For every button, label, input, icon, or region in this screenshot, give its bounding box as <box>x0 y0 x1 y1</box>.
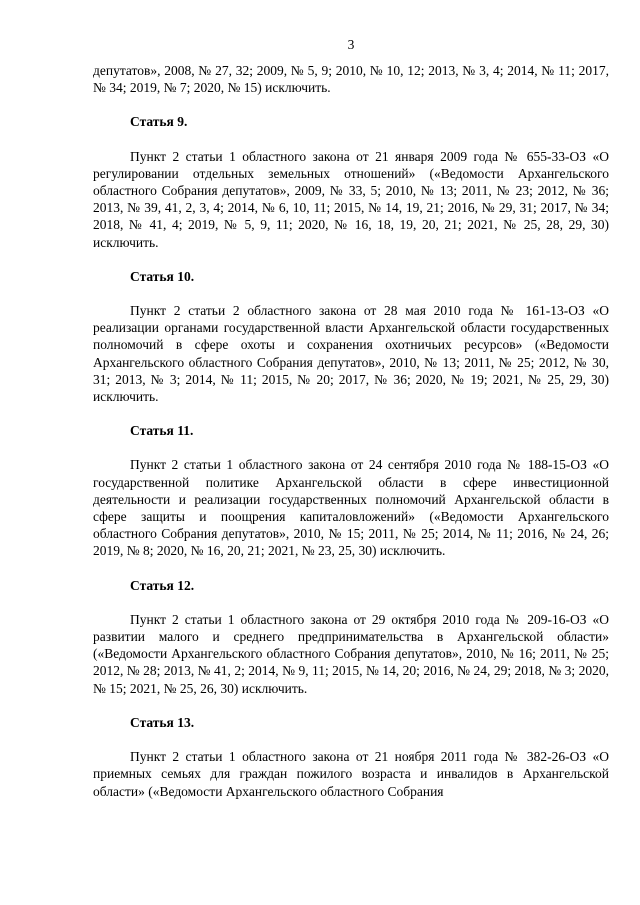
article-12-heading: Статья 12. <box>130 577 195 593</box>
article-11-heading: Статья 11. <box>130 423 194 439</box>
article-9-heading: Статья 9. <box>130 114 188 130</box>
continuation-paragraph: депутатов», 2008, № 27, 32; 2009, № 5, 9; 2010, № 10, 12; 2013, № 3, 4; 2014, № 11; 2017, № 34; 2019, № 7; 2020, № 15) исключить. <box>93 63 609 96</box>
article-9-text: Пункт 2 статьи 1 областного закона от 21 января 2009 года № 655-33-ОЗ «О регулировании отдельных земельных отношений» («Ведомости Архангельского областного Собрания депутатов», 2009, № 33, 5; 2010, № 13; 2011, № 23; 2012, № 36; 2013, № 39, 41, 2, 3, 4; 2014, № 6, 10, 11; 2015, № 14, 19, 21; 2016, № 29, 31; 2017, № 34; 2018, № 41, 4; 2019, № 5, 9, 11; 2020, № 16, 18, 19, 20, 21; 2021, № 25, 28, 29, 30) исключить. <box>93 148 609 250</box>
article-10-heading: Статья 10. <box>130 268 195 284</box>
article-13-heading: Статья 13. <box>130 714 195 730</box>
document-body <box>93 62 609 800</box>
article-10-text: Пункт 2 статьи 2 областного закона от 28 мая 2010 года № 161-13-ОЗ «О реализации органами государственной власти Архангельской области государственных полномочий в сфере охоты и сохранения охотничьих ресурсов» («Ведомости Архангельского областного Собрания депутатов», 2010, № 13; 2011, № 25; 2012, № 30, 31; 2013, № 3; 2014, № 11; 2015, № 20; 2017, № 36; 2020, № 19; 2021, № 25, 29, 30) исключить. <box>93 303 609 405</box>
article-11-text: Пункт 2 статьи 1 областного закона от 24 сентября 2010 года № 188-15-ОЗ «О государственной политике Архангельской области в сфере инвестиционной деятельности и реализации государственных полномочий Архангельской области в сфере защиты и поощрения капиталовложений» («Ведомости Архангельского областного Собрания депутатов», 2010, № 15; 2011, № 25; 2014, № 11; 2016, № 24, 26; 2019, № 8; 2020, № 16, 20, 21; 2021, № 23, 25, 30) исключить. <box>93 457 609 559</box>
article-12-text: Пункт 2 статьи 1 областного закона от 29 октября 2010 года № 209-16-ОЗ «О развитии малого и среднего предпринимательства в Архангельской области» («Ведомости Архангельского областного Собрания депутатов», 2010, № 16; 2011, № 25; 2012, № 28; 2013, № 41, 2; 2014, № 9, 11; 2015, № 14, 20; 2016, № 24, 29; 2018, № 3; 2020, № 15; 2021, № 25, 26, 30) исключить. <box>93 611 609 696</box>
article-13-text: Пункт 2 статьи 1 областного закона от 21 ноября 2011 года № 382-26-ОЗ «О приемных семьях для граждан пожилого возраста и инвалидов в Архангельской области» («Ведомости Архангельского областного Собрания <box>93 749 609 799</box>
page-number: 3 <box>347 37 355 52</box>
